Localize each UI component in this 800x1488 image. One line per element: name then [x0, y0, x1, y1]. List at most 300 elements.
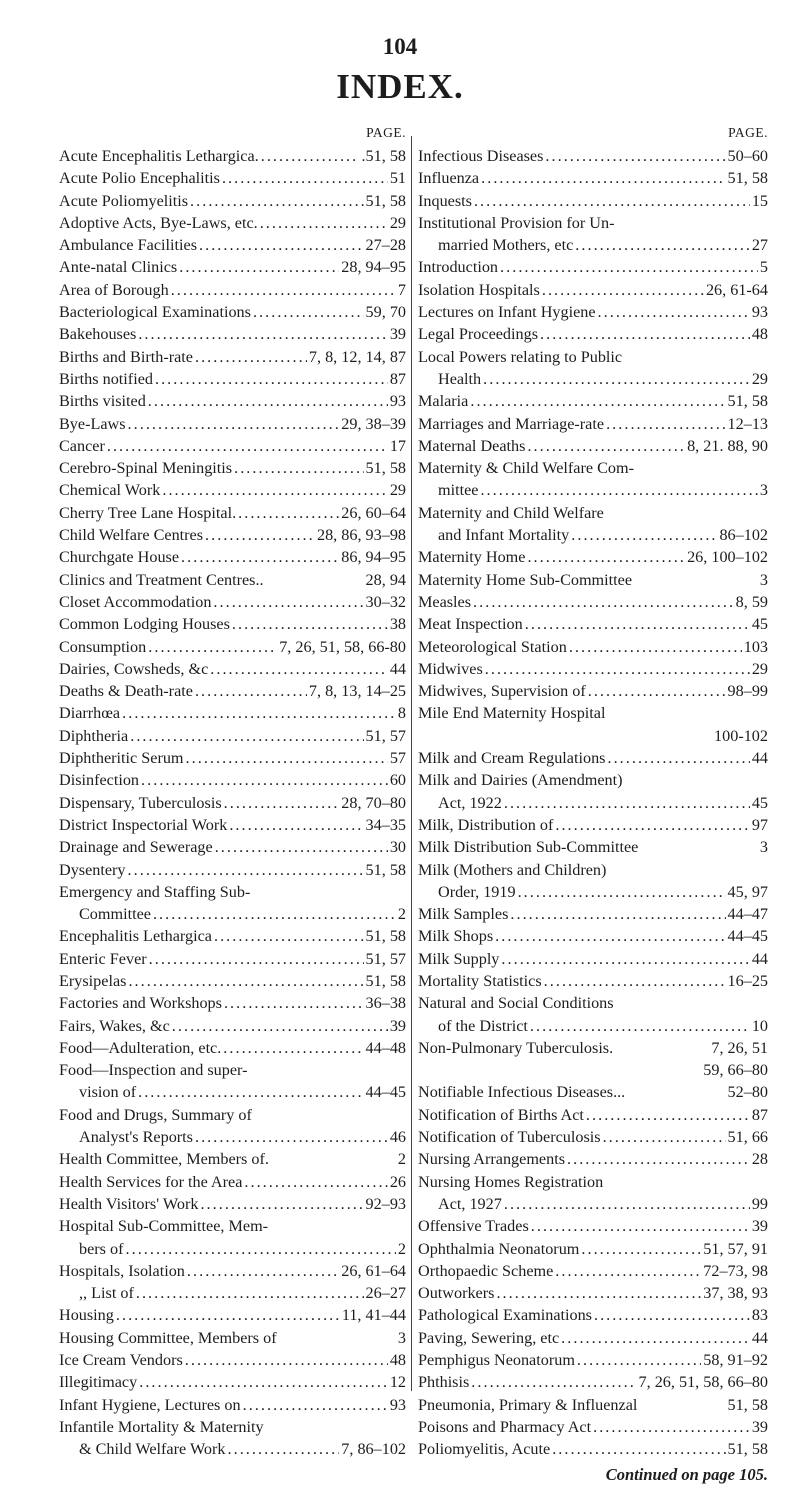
entry-pages: 39 — [751, 1417, 768, 1436]
entry-label: Erysipelas — [59, 971, 127, 990]
dot-leader — [577, 1349, 701, 1371]
entry-label: Maternity Home — [418, 548, 526, 567]
index-entry — [418, 145, 768, 167]
dot-leader — [126, 1238, 396, 1260]
entry-pages: 8, 59 — [735, 592, 768, 611]
index-entry — [59, 212, 406, 234]
entry-label: Influenza — [418, 169, 480, 188]
index-entry — [59, 279, 406, 301]
entry-pages: 45 — [751, 615, 768, 634]
entry-pages: 83 — [751, 1306, 768, 1325]
continuation-note: Continued on page 105. — [605, 1464, 768, 1484]
entry-pages: 39 — [389, 325, 406, 344]
entry-label: Health Services for the Area — [59, 1172, 243, 1191]
entry-label: Notification of Births Act — [418, 1105, 584, 1124]
entry-label: Milk Shops — [418, 927, 494, 946]
index-entry — [59, 1260, 406, 1282]
entry-label: Mile End Maternity Hospital — [418, 704, 606, 723]
dot-leader — [545, 145, 725, 167]
entry-label: Births notified — [59, 369, 153, 388]
dot-leader — [531, 1215, 750, 1237]
entry-pages: 7, 26, 51 — [711, 1038, 768, 1057]
entry-label: Offensive Trades — [418, 1217, 529, 1236]
dot-leader — [542, 279, 704, 301]
dot-leader — [593, 1416, 750, 1438]
index-entry — [59, 167, 406, 189]
dot-leader — [195, 346, 307, 368]
entry-label: of the District — [438, 1016, 528, 1035]
entry-pages: 51, 58 — [727, 169, 768, 188]
entry-pages: 7, 26, 51, 58, 66-80 — [279, 637, 406, 656]
index-entry — [59, 613, 406, 635]
index-entry — [418, 1037, 768, 1059]
index-entry — [418, 1059, 768, 1081]
entry-label: & Child Welfare Work — [79, 1440, 226, 1459]
entry-label: Diphtheria — [59, 726, 129, 745]
index-entry — [418, 167, 768, 189]
entry-label: Acute Encephalitis Lethargica. — [59, 147, 259, 165]
entry-label: Act, 1927 — [438, 1194, 502, 1213]
entry-label: and Infant Mortality — [438, 526, 570, 545]
index-entry — [418, 1349, 768, 1371]
dot-leader — [228, 1438, 340, 1460]
entry-label: Meat Inspection — [418, 615, 523, 634]
entry-pages: 86–102 — [719, 526, 768, 545]
entry-pages: 7, 8, 13, 14–25 — [308, 682, 406, 701]
entry-label: married Mothers, etc — [438, 236, 574, 255]
entry-label: Milk Samples — [418, 905, 509, 924]
entry-label: Maternal Deaths — [418, 436, 526, 455]
entry-label: Emergency and Staffing Sub- — [59, 882, 251, 901]
entry-label: Local Powers relating to Public — [418, 347, 623, 366]
entry-pages: 29 — [389, 481, 406, 500]
index-entry — [59, 792, 406, 814]
entry-label: Poliomyelitis, Acute — [418, 1440, 551, 1459]
entry-label: Infant Hygiene, Lectures on — [59, 1395, 241, 1414]
dot-leader — [525, 613, 750, 635]
index-entry — [418, 524, 768, 546]
dot-leader — [148, 636, 277, 658]
index-entry — [418, 836, 768, 858]
dot-leader — [107, 435, 388, 457]
index-entry — [418, 636, 768, 658]
entry-label: Acute Poliomyelitis — [59, 191, 189, 210]
entry-pages: 51, 57 — [365, 949, 406, 968]
entry-label: Clinics and Treatment Centres.. — [59, 570, 264, 589]
dot-leader — [141, 769, 388, 791]
index-entry — [59, 1394, 406, 1416]
dot-leader — [224, 992, 364, 1014]
entry-pages: 15 — [751, 191, 768, 210]
dot-leader — [481, 167, 725, 189]
index-entry — [418, 1126, 768, 1148]
index-entry — [418, 658, 768, 680]
entry-pages: 27 — [751, 236, 768, 255]
dot-leader — [485, 658, 750, 680]
entry-pages: 3 — [759, 481, 768, 500]
index-entry — [418, 569, 768, 591]
index-entry — [59, 1349, 406, 1371]
dot-leader — [179, 256, 339, 278]
entry-pages: 27–28 — [365, 236, 406, 255]
entry-label: Midwives, Supervision of — [418, 682, 586, 701]
index-entry — [418, 769, 768, 791]
entry-pages: 7, 8, 12, 14, 87 — [308, 347, 406, 366]
index-entry — [418, 435, 768, 457]
entry-label: Nursing Homes Registration — [418, 1172, 604, 1191]
index-entry — [59, 1104, 406, 1126]
entry-label: Milk and Cream Regulations — [418, 749, 606, 768]
entry-pages: 51, 58 — [727, 392, 768, 411]
entry-label: Diarrhœa — [59, 704, 121, 723]
entry-label: Malaria — [418, 392, 469, 411]
entry-label: Milk (Mothers and Children) — [418, 860, 607, 879]
dot-leader — [200, 1193, 363, 1215]
entry-pages: 44–48 — [365, 1038, 406, 1057]
entry-pages: 12–13 — [727, 414, 768, 433]
dot-leader — [555, 1260, 701, 1282]
entry-pages: 44 — [751, 1328, 768, 1347]
entry-label: Introduction — [418, 258, 499, 277]
entry-pages: 7 — [397, 280, 406, 299]
entry-pages: 39 — [751, 1217, 768, 1236]
index-entry — [418, 859, 768, 881]
entry-label: Milk Supply — [418, 949, 500, 968]
dot-leader — [518, 881, 726, 903]
entry-pages: 30–32 — [365, 592, 406, 611]
index-entry — [418, 702, 768, 724]
dot-leader — [181, 546, 339, 568]
entry-label: Ophthalmia Neonatorum — [418, 1239, 580, 1258]
entry-pages: 37, 38, 93 — [703, 1284, 768, 1303]
entry-label: Factories and Workshops — [59, 994, 222, 1013]
index-entry — [59, 256, 406, 278]
entry-pages: 10 — [751, 1016, 768, 1035]
index-entry — [418, 1327, 768, 1349]
entry-pages: 72–73, 98 — [703, 1261, 768, 1280]
entry-pages: 26–27 — [365, 1284, 406, 1303]
entry-pages: 44 — [751, 949, 768, 968]
dot-leader — [195, 1126, 388, 1148]
index-entry — [59, 569, 406, 591]
index-entry — [418, 346, 768, 368]
entry-label: Paving, Sewering, etc — [418, 1328, 560, 1347]
entry-label: Institutional Provision for Un- — [418, 213, 615, 232]
entry-label: Drainage and Sewerage — [59, 838, 213, 857]
index-entry — [418, 479, 768, 501]
entry-label: Pneumonia, Primary & Influenzal — [418, 1395, 638, 1414]
entry-pages: 93 — [389, 392, 406, 411]
entry-label: Committee — [79, 905, 151, 924]
index-entry — [418, 1282, 768, 1304]
entry-pages: 44 — [751, 749, 768, 768]
entry-label: Lectures on Infant Hygiene — [418, 303, 596, 322]
index-entry — [59, 836, 406, 858]
entry-pages: 59, 70 — [365, 303, 406, 322]
dot-leader — [471, 1371, 636, 1393]
entry-pages: 48 — [751, 325, 768, 344]
entry-pages: 51, 66 — [727, 1128, 768, 1147]
dot-leader — [244, 1171, 387, 1193]
entry-pages: 29 — [751, 369, 768, 388]
dot-leader — [185, 1349, 388, 1371]
entry-pages: 60 — [389, 771, 406, 790]
dot-leader — [138, 323, 387, 345]
dot-leader — [544, 970, 726, 992]
index-entry — [59, 546, 406, 568]
entry-pages: 17 — [389, 436, 406, 455]
dot-leader — [607, 747, 749, 769]
dot-leader — [261, 145, 360, 167]
entry-label: Orthopaedic Scheme — [418, 1261, 554, 1280]
entry-label: Measles — [418, 592, 472, 611]
index-entry — [59, 1215, 406, 1237]
entry-pages: 59, 66–80 — [703, 1061, 768, 1080]
index-entry — [418, 725, 768, 747]
entry-label: Dairies, Cowsheds, &c — [59, 659, 209, 678]
index-entry — [59, 1059, 406, 1081]
dot-leader — [552, 1438, 725, 1460]
entry-pages: 26 — [389, 1172, 406, 1191]
index-entry — [59, 1371, 406, 1393]
index-entry — [59, 1416, 406, 1438]
dot-leader — [555, 814, 749, 836]
dot-leader — [594, 1304, 750, 1326]
entry-label: Food—Inspection and super- — [59, 1061, 248, 1080]
entry-label: Notifiable Infectious Diseases... — [418, 1083, 626, 1102]
dot-leader — [238, 502, 339, 524]
entry-pages: 8, 21. 88, 90 — [687, 436, 768, 455]
dot-leader — [501, 948, 749, 970]
dot-leader — [171, 279, 396, 301]
index-entry — [59, 301, 406, 323]
index-entry — [59, 1037, 406, 1059]
index-entry — [418, 814, 768, 836]
entry-label: Ante-natal Clinics — [59, 258, 178, 277]
entry-pages: 103 — [743, 637, 768, 656]
dot-leader — [495, 925, 725, 947]
entry-label: Infectious Diseases — [418, 147, 544, 165]
entry-pages: 100-102 — [714, 726, 768, 745]
entry-label: Bakehouses — [59, 325, 137, 344]
dot-leader — [243, 1394, 388, 1416]
dot-leader — [224, 792, 340, 814]
entry-pages: 51, 58 — [727, 1440, 768, 1459]
dot-leader — [510, 903, 725, 925]
entry-label: Maternity and Child Welfare — [418, 503, 604, 522]
index-entry — [59, 1081, 406, 1103]
entry-pages: 38 — [389, 615, 406, 634]
entry-pages: 57 — [389, 749, 406, 768]
dot-leader — [199, 234, 364, 256]
entry-label: Ambulance Facilities — [59, 236, 198, 255]
dot-leader — [149, 948, 364, 970]
dot-leader — [496, 1282, 701, 1304]
dot-leader — [214, 925, 364, 947]
index-entry — [418, 1193, 768, 1215]
entry-pages: 3 — [759, 570, 768, 589]
entry-pages: 30 — [389, 838, 406, 857]
index-entry — [418, 1238, 768, 1260]
dot-leader — [586, 1104, 750, 1126]
entry-pages: 28, 94 — [365, 570, 406, 589]
entry-label: Housing — [59, 1306, 114, 1325]
index-entry — [418, 1416, 768, 1438]
entry-label: Fairs, Wakes, &c — [59, 1016, 170, 1035]
entry-label: Consumption — [59, 637, 147, 656]
entry-pages: 26, 60–64 — [341, 503, 406, 522]
entry-pages: 51, 58 — [365, 860, 406, 879]
entry-label: Act, 1922 — [438, 793, 502, 812]
entry-label: vision of — [79, 1083, 137, 1102]
entry-label: Diphtheritic Serum — [59, 749, 184, 768]
dot-leader — [136, 1282, 364, 1304]
index-entry — [59, 1126, 406, 1148]
entry-pages: 28, 86, 93–98 — [316, 526, 406, 545]
entry-pages: 28, 70–80 — [341, 793, 406, 812]
index-entry — [59, 925, 406, 947]
entry-label: Illegitimacy — [59, 1373, 138, 1392]
entry-pages: 97 — [751, 815, 768, 834]
entry-pages: 11, 41–44 — [341, 1306, 406, 1325]
entry-pages: 52–80 — [727, 1083, 768, 1102]
page-number: 104 — [382, 34, 418, 59]
entry-pages: 39 — [389, 1016, 406, 1035]
entry-label: Enteric Fever — [59, 949, 147, 968]
dot-leader — [470, 390, 725, 412]
index-entry — [418, 457, 768, 479]
entry-pages: 51, 58 — [365, 459, 406, 478]
index-entry — [59, 323, 406, 345]
index-entry — [59, 702, 406, 724]
entry-label: Housing Committee, Members of — [59, 1328, 277, 1347]
dot-leader — [527, 546, 685, 568]
dot-leader — [222, 167, 388, 189]
entry-label: Milk, Distribution of — [418, 815, 554, 834]
entry-label: Common Lodging Houses — [59, 615, 230, 634]
index-entry — [59, 948, 406, 970]
entry-label: Closet Accommodation — [59, 592, 212, 611]
index-entry — [59, 368, 406, 390]
index-entry — [59, 1438, 406, 1460]
index-entry — [418, 1438, 768, 1460]
entry-label: Area of Borough — [59, 280, 169, 299]
entry-pages: 12 — [389, 1373, 406, 1392]
index-entry — [418, 925, 768, 947]
index-entry — [418, 613, 768, 635]
entry-pages: 46 — [389, 1128, 406, 1147]
entry-pages: 51, 58 — [365, 927, 406, 946]
dot-leader — [540, 323, 750, 345]
dot-leader — [162, 479, 387, 501]
entry-label: Milk and Dairies (Amendment) — [418, 771, 623, 790]
index-entry — [418, 323, 768, 345]
index-entry — [59, 479, 406, 501]
index-column-left — [59, 125, 406, 1461]
entry-label: Adoptive Acts, Bye-Laws, etc. — [59, 213, 258, 232]
entry-label: Bacteriological Examinations — [59, 303, 251, 322]
index-entry — [59, 390, 406, 412]
index-entry — [59, 1327, 406, 1349]
dot-leader — [581, 1238, 701, 1260]
entry-pages: 7, 86–102 — [341, 1440, 406, 1459]
entry-label: Child Welfare Centres — [59, 526, 204, 545]
dot-leader — [195, 680, 307, 702]
index-entry — [59, 881, 406, 903]
dot-leader — [234, 457, 363, 479]
index-entry — [418, 792, 768, 814]
index-entry — [59, 1171, 406, 1193]
index-entry — [59, 725, 406, 747]
entry-label: Health — [438, 369, 482, 388]
dot-leader — [260, 212, 388, 234]
dot-leader — [148, 390, 388, 412]
entry-label: Food and Drugs, Summary of — [59, 1105, 252, 1124]
entry-label: Marriages and Marriage-rate — [418, 414, 605, 433]
dot-leader — [187, 1260, 339, 1282]
entry-pages: 29, 38–39 — [341, 414, 406, 433]
index-entry — [418, 212, 768, 234]
index-entry — [418, 948, 768, 970]
column-header: PAGE. — [366, 125, 406, 140]
dot-leader — [500, 256, 758, 278]
index-entry — [418, 1015, 768, 1037]
index-entry — [59, 814, 406, 836]
dot-leader — [530, 1015, 750, 1037]
entry-label: Cerebro-Spinal Meningitis — [59, 459, 233, 478]
entry-label: Pathological Examinations — [418, 1306, 592, 1325]
entry-label: Health Visitors' Work — [59, 1194, 199, 1213]
index-entry — [59, 903, 406, 925]
index-entry — [59, 524, 406, 546]
entry-pages: 58, 91–92 — [703, 1351, 768, 1370]
entry-pages: 87 — [751, 1105, 768, 1124]
dot-leader — [567, 1148, 750, 1170]
index-entry — [59, 1238, 406, 1260]
entry-label: Maternity & Child Welfare Com- — [418, 459, 634, 478]
entry-label: Births and Birth-rate — [59, 347, 193, 366]
index-entry — [59, 1304, 406, 1326]
dot-leader — [215, 836, 388, 858]
index-entry — [59, 413, 406, 435]
entry-label: Cancer — [59, 436, 105, 455]
entry-pages: 98–99 — [727, 682, 768, 701]
entry-label: Encephalitis Lethargica — [59, 927, 212, 946]
dot-leader — [480, 479, 757, 501]
entry-pages: 48 — [389, 1351, 406, 1370]
dot-leader — [122, 702, 396, 724]
entry-label: mittee — [438, 481, 479, 500]
index-entry — [418, 502, 768, 524]
dot-leader — [128, 970, 363, 992]
entry-pages: 2 — [397, 1239, 406, 1258]
entry-label: Bye-Laws — [59, 414, 126, 433]
entry-label: Natural and Social Conditions — [418, 994, 614, 1013]
index-list — [418, 145, 768, 1461]
dot-leader — [172, 1015, 388, 1037]
index-entry — [59, 190, 406, 212]
index-entry — [59, 1015, 406, 1037]
entry-label: ,, List of — [79, 1284, 134, 1303]
index-entry — [59, 658, 406, 680]
index-entry — [418, 390, 768, 412]
entry-pages: .51, 58 — [361, 147, 406, 165]
dot-leader — [138, 1081, 363, 1103]
index-entry — [418, 747, 768, 769]
entry-label: Isolation Hospitals — [418, 280, 540, 299]
entry-pages: 29 — [389, 213, 406, 232]
index-entry — [59, 680, 406, 702]
